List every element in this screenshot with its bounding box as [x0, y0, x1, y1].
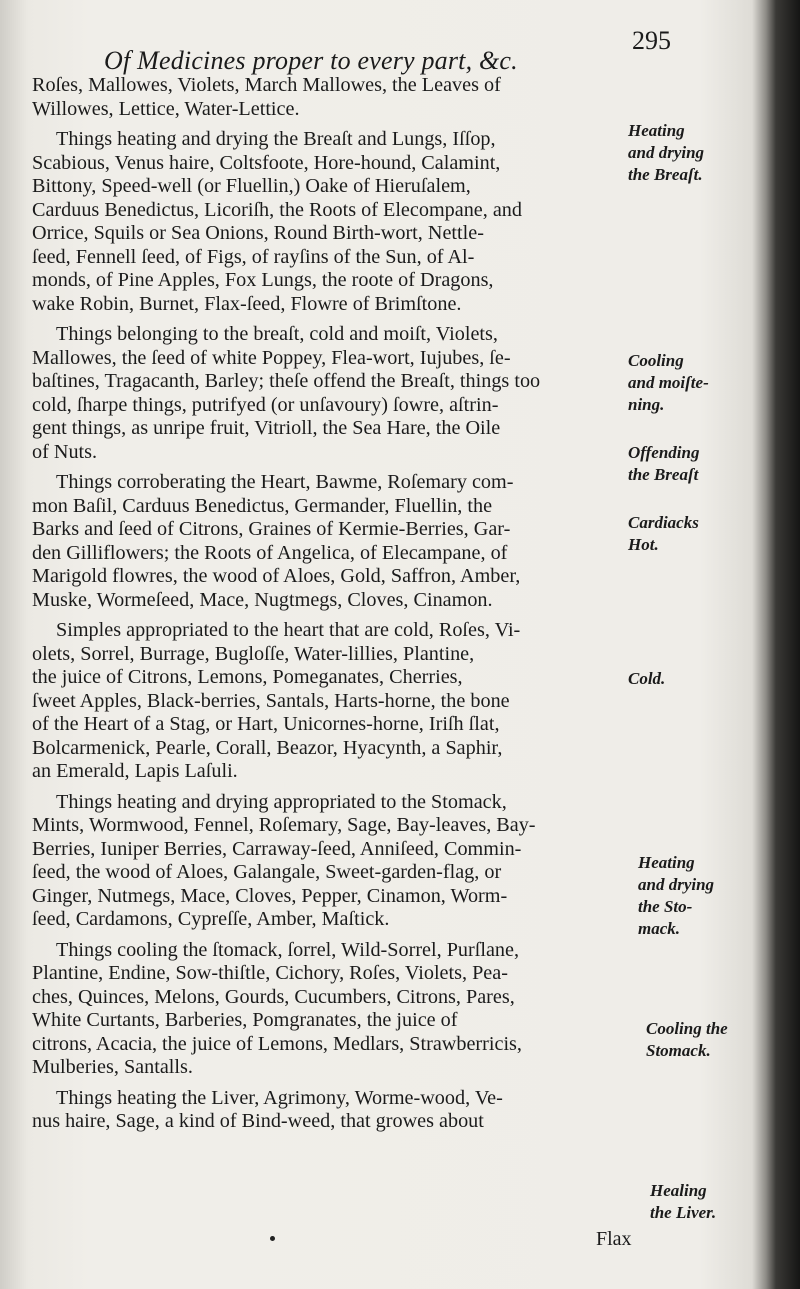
text-line: Mulberies, Santalls. [32, 1056, 193, 1078]
text-line: Scabious, Venus haire, Coltsfoote, Hore-hound, Calamint, [32, 151, 501, 174]
margin-note-line: and drying [628, 143, 705, 162]
text-line: of Nuts. [32, 440, 98, 463]
text-line: Muske, Wormeſeed, Mace, Nugtmegs, Cloves, Cinamon. [32, 588, 493, 611]
text-line: ſeed, the wood of Aloes, Galangale, Sweet-garden-flag, or [32, 861, 502, 883]
text-line: den Gilliflowers; the Roots of Angelica, of Elecampane, of [32, 541, 508, 564]
margin-note [628, 350, 709, 416]
margin-note-line: the Sto- [638, 897, 693, 916]
text-line: Things heating and drying appropriated to the Stomack, [56, 790, 507, 813]
text-line: nus haire, Sage, a kind of Bind-weed, that growes about [32, 1110, 484, 1132]
margin-note-line: Cooling [628, 351, 684, 370]
margin-note-line: Cardiacks [628, 513, 699, 532]
margin-note [628, 120, 704, 186]
margin-note-line: Cooling the [646, 1019, 728, 1038]
text-line: Marigold flowres, the wood of Aloes, Gold, Saffron, Amber, [32, 565, 521, 587]
text-line: Things cooling the ſtomack, ſorrel, Wild-Sorrel, Purſlane, [56, 938, 520, 961]
margin-note [628, 668, 665, 690]
paragraph [32, 74, 632, 121]
margin-note [628, 442, 699, 486]
text-line: White Curtants, Barberies, Pomgranates, the juice of [32, 1009, 458, 1031]
text-line: cold, ſharpe things, putrifyed (or unſavoury) ſowre, aſtrin- [32, 393, 499, 416]
text-line: Plantine, Endine, Sow-thiſtle, Cichory, Roſes, Violets, Pea- [32, 962, 508, 984]
text-line: monds, of Pine Apples, Fox Lungs, the roote of Dragons, [32, 269, 494, 291]
margin-note-line: the Liver. [650, 1203, 717, 1222]
body-text [32, 74, 632, 1141]
text-line: Ginger, Nutmegs, Mace, Cloves, Pepper, Cinamon, Worm- [32, 884, 508, 907]
margin-note-line: the Breaſt. [628, 165, 703, 184]
text-line: Carduus Benedictus, Licoriſh, the Roots of Elecompane, and [32, 198, 522, 221]
text-line: baſtines, Tragacanth, Barley; theſe offend the Breaſt, things too [32, 370, 541, 392]
margin-note-line: Heating [638, 853, 695, 872]
text-line: of the Heart of a Stag, or Hart, Unicornes-horne, Iriſh ſlat, [32, 713, 500, 735]
paragraph [32, 128, 632, 316]
ink-speck [270, 1236, 275, 1241]
text-line: an Emerald, Lapis Laſuli. [32, 760, 238, 782]
margin-note [646, 1018, 728, 1062]
text-line: ſeed, Fennell ſeed, of Figs, of rayſins of the Sun, of Al- [32, 245, 475, 268]
text-line: citrons, Acacia, the juice of Lemons, Medlars, Strawberricis, [32, 1032, 522, 1055]
paragraph [32, 791, 632, 932]
margin-note-line: the Breaſt [628, 465, 699, 484]
text-line: ſeed, Cardamons, Cypreſſe, Amber, Maſtick. [32, 908, 390, 930]
margin-note-line: mack. [638, 919, 681, 938]
text-line: Things heating the Liver, Agrimony, Worme-wood, Ve- [56, 1086, 503, 1109]
text-line: mon Baſil, Carduus Benedictus, Germander, Fluellin, the [32, 494, 493, 517]
paragraph [32, 619, 632, 784]
text-line: Bittony, Speed-well (or Fluellin,) Oake of Hieruſalem, [32, 175, 471, 197]
text-line: olets, Sorrel, Burrage, Bugloſſe, Water-lillies, Plantine, [32, 642, 475, 665]
running-title: Of Medicines proper to every part, &c. [104, 46, 518, 75]
margin-note-line: Healing [650, 1181, 707, 1200]
text-line: Barks and ſeed of Citrons, Graines of Kermie-Berries, Gar- [32, 518, 511, 540]
text-line: ches, Quinces, Melons, Gourds, Cucumbers, Citrons, Pares, [32, 985, 515, 1008]
margin-note [650, 1180, 716, 1224]
margin-note-line: and drying [638, 875, 715, 894]
margin-note [638, 852, 714, 940]
paragraph [32, 471, 632, 612]
text-line: Willowes, Lettice, Water-Lettice. [32, 97, 300, 120]
margin-note-line: Offending [628, 443, 700, 462]
text-line: Orrice, Squils or Sea Onions, Round Birth-wort, Nettle- [32, 222, 484, 244]
paragraph [32, 1087, 632, 1134]
text-line: Mints, Wormwood, Fennel, Roſemary, Sage, Bay-leaves, Bay- [32, 814, 536, 836]
text-line: Roſes, Mallowes, Violets, March Mallowes, the Leaves of [32, 74, 501, 96]
paragraph [32, 323, 632, 464]
text-line: Things belonging to the breaſt, cold and moiſt, Violets, [56, 323, 498, 345]
text-line: Berries, Iuniper Berries, Carraway-ſeed, Anniſeed, Commin- [32, 837, 522, 860]
margin-note-line: and moiſte- [628, 373, 709, 392]
margin-note-line: ning. [628, 395, 665, 414]
margin-note-line: Hot. [628, 535, 659, 554]
text-line: Bolcarmenick, Pearle, Corall, Beazor, Hyacynth, a Saphir, [32, 736, 503, 759]
text-line: Mallowes, the ſeed of white Poppey, Flea-wort, Iujubes, ſe- [32, 346, 511, 369]
text-line: Simples appropriated to the heart that are cold, Roſes, Vi- [56, 619, 521, 641]
catchword: Flax [596, 1228, 632, 1250]
text-line: gent things, as unripe fruit, Vitrioll, the Sea Hare, the Oile [32, 417, 501, 439]
text-line: ſweet Apples, Black-berries, Santals, Harts-horne, the bone [32, 689, 510, 712]
margin-note-line: Stomack. [646, 1041, 711, 1060]
text-line: the juice of Citrons, Lemons, Pomeganates, Cherries, [32, 666, 463, 688]
margin-note [628, 512, 699, 556]
text-line: Things corroberating the Heart, Bawme, Roſemary com- [56, 471, 514, 493]
text-line: wake Robin, Burnet, Flax-ſeed, Flowre of Brimſtone. [32, 292, 462, 315]
paragraph [32, 939, 632, 1080]
margin-note-line: Heating [628, 121, 685, 140]
text-line: Things heating and drying the Breaſt and Lungs, Iſſop, [56, 128, 496, 150]
margin-note-line: Cold. [628, 669, 666, 688]
page-number: 295 [632, 26, 671, 55]
